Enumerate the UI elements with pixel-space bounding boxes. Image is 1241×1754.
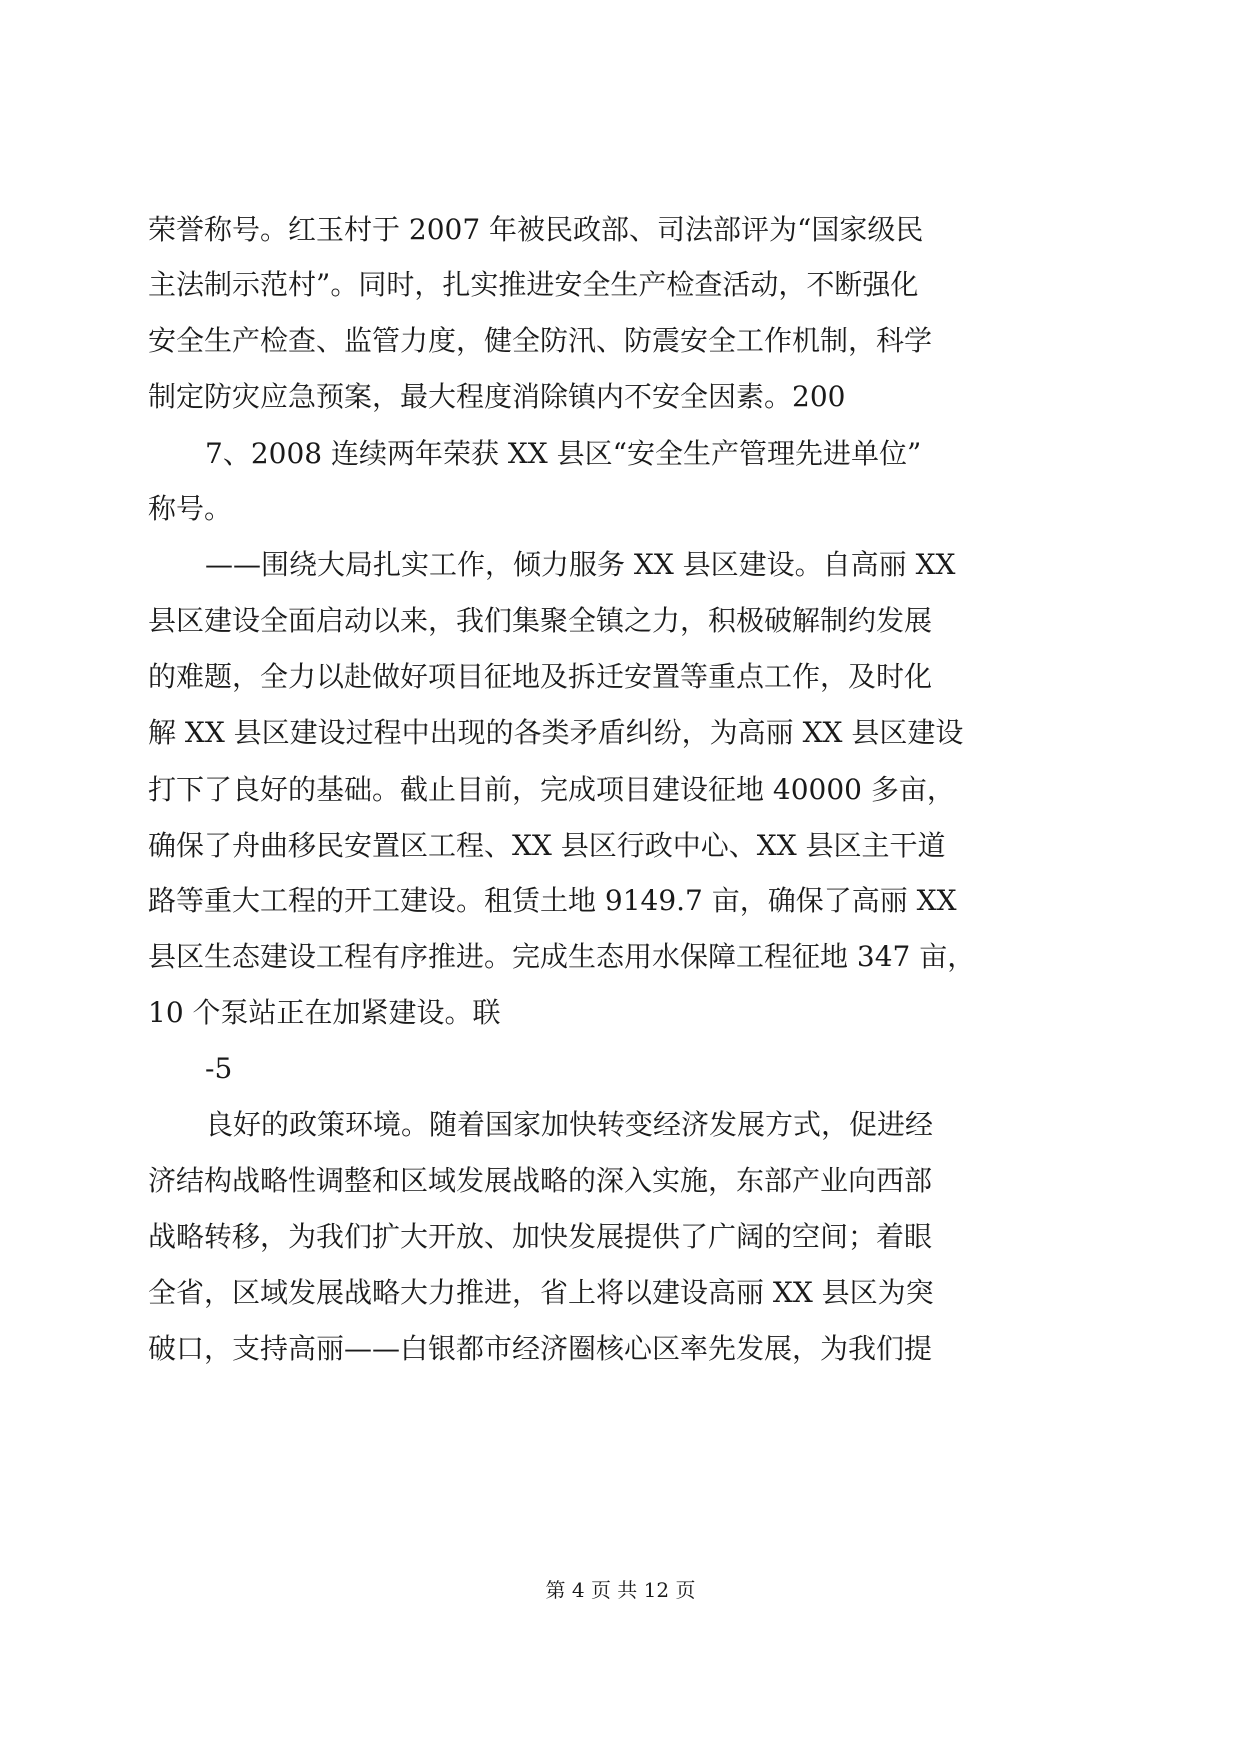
text-line-content: 县区建设全面启动以来，我们集聚全镇之力，积极破解制约发展 bbox=[148, 604, 933, 637]
text-line-content: -5 bbox=[205, 1052, 233, 1085]
text-line-content: 破口，支持高丽——白银都市经济圈核心区率先发展，为我们提 bbox=[148, 1332, 933, 1365]
text-line-content: 战略转移，为我们扩大开放、加快发展提供了广阔的空间；着眼 bbox=[148, 1220, 933, 1253]
text-line bbox=[0, 1150, 1241, 1212]
text-line-content: 10 个泵站正在加紧建设。联 bbox=[148, 996, 501, 1029]
text-line bbox=[0, 590, 1241, 652]
text-line-content: 主法制示范村”。同时，扎实推进安全生产检查活动，不断强化 bbox=[148, 268, 919, 301]
text-line-content: 确保了舟曲移民安置区工程、XX 县区行政中心、XX 县区主干道 bbox=[148, 829, 946, 862]
text-line bbox=[0, 423, 1241, 485]
text-line bbox=[0, 534, 1241, 596]
text-line-content: 的难题，全力以赴做好项目征地及拆迁安置等重点工作，及时化 bbox=[148, 660, 933, 693]
text-line bbox=[0, 366, 1241, 428]
text-line-content: 称号。 bbox=[148, 492, 233, 525]
text-line bbox=[0, 870, 1241, 932]
text-line bbox=[0, 199, 1241, 261]
text-line-content: 7、2008 连续两年荣获 XX 县区“安全生产管理先进单位” bbox=[205, 437, 922, 470]
text-line bbox=[0, 1038, 1241, 1100]
text-line bbox=[0, 1206, 1241, 1268]
text-line bbox=[0, 646, 1241, 708]
text-line-content: 县区生态建设工程有序推进。完成生态用水保障工程征地 347 亩， bbox=[148, 940, 976, 973]
text-line-content: 荣誉称号。红玉村于 2007 年被民政部、司法部评为“国家级民 bbox=[148, 213, 924, 246]
text-line bbox=[0, 926, 1241, 988]
text-line-content: 路等重大工程的开工建设。租赁土地 9149.7 亩，确保了高丽 XX bbox=[148, 884, 957, 917]
page-number-footer: 第 4 页 共 12 页 bbox=[545, 1578, 696, 1602]
text-line bbox=[0, 759, 1241, 821]
text-line-content: ——围绕大局扎实工作，倾力服务 XX 县区建设。自高丽 XX bbox=[205, 548, 956, 581]
text-line-content: 良好的政策环境。随着国家加快转变经济发展方式，促进经 bbox=[205, 1108, 934, 1141]
text-line-content: 制定防灾应急预案，最大程度消除镇内不安全因素。200 bbox=[148, 380, 846, 413]
text-line bbox=[0, 702, 1241, 764]
text-line bbox=[0, 478, 1241, 540]
text-line-content: 济结构战略性调整和区域发展战略的深入实施，东部产业向西部 bbox=[148, 1164, 933, 1197]
text-line bbox=[0, 1318, 1241, 1380]
text-line bbox=[0, 254, 1241, 316]
text-line bbox=[0, 815, 1241, 877]
text-line-content: 解 XX 县区建设过程中出现的各类矛盾纠纷，为高丽 XX 县区建设 bbox=[148, 716, 964, 749]
text-line-content: 打下了良好的基础。截止目前，完成项目建设征地 40000 多亩， bbox=[148, 773, 955, 806]
text-line-content: 安全生产检查、监管力度，健全防汛、防震安全工作机制，科学 bbox=[148, 324, 933, 357]
text-line-content: 全省，区域发展战略大力推进，省上将以建设高丽 XX 县区为突 bbox=[148, 1276, 934, 1309]
text-line bbox=[0, 310, 1241, 372]
text-line bbox=[0, 982, 1241, 1044]
text-line bbox=[0, 1094, 1241, 1156]
text-line bbox=[0, 1262, 1241, 1324]
